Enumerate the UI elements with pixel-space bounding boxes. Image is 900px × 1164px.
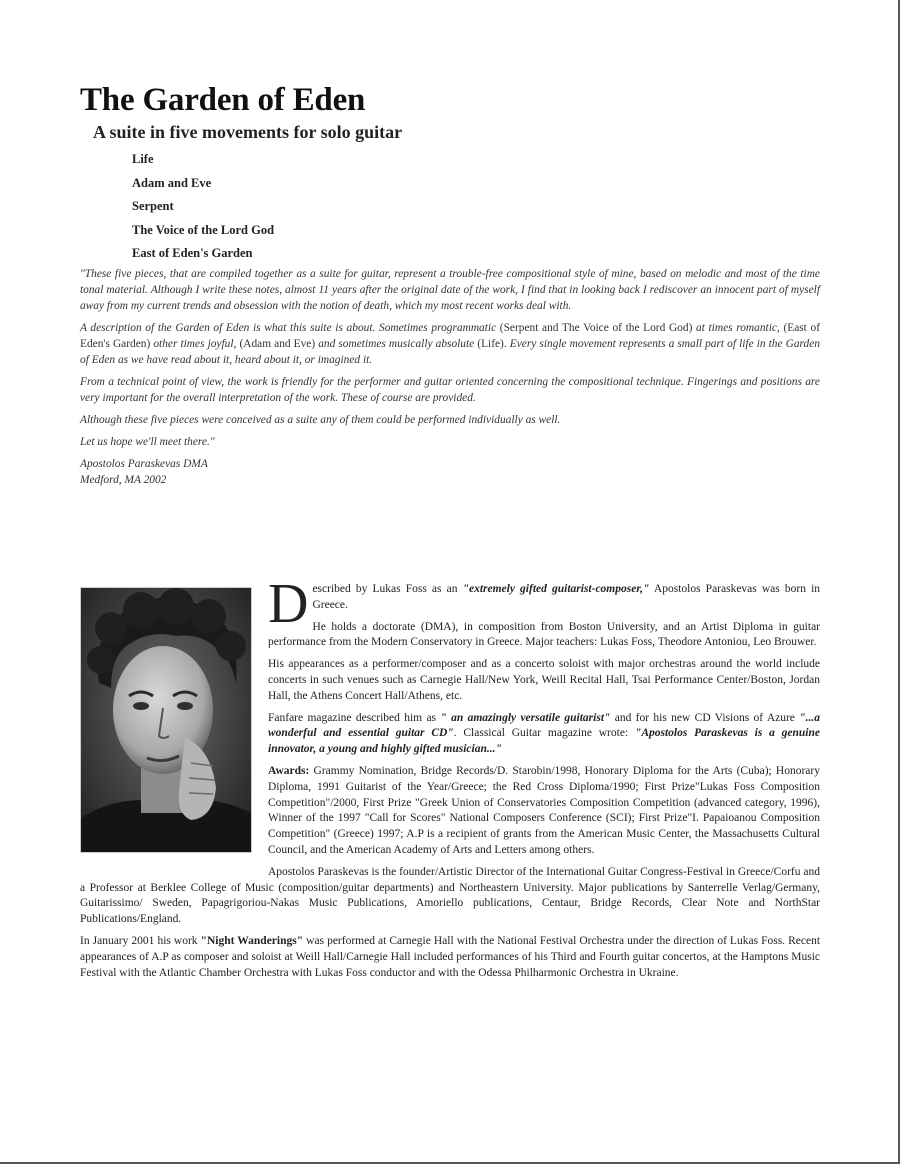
composer-notes bbox=[80, 266, 820, 488]
page-subtitle: A suite in five movements for solo guitar bbox=[93, 122, 403, 142]
movement-list bbox=[132, 150, 274, 268]
awards-label: Awards: bbox=[268, 764, 310, 777]
signature-place: Medford, MA 2002 bbox=[80, 474, 167, 486]
bio-paragraph: His appearances as a performer/composer and as a concerto soloist with major orchestras around the world include concerts in such venues such as Carnegie Hall/New York, Weill Recital Hall, Tsai Performance Center/Boston, Jordan Hall, the Athens Concert Hall/Athens, etc. bbox=[268, 658, 820, 702]
drop-cap: D bbox=[268, 573, 309, 635]
notes-text: at times romantic, bbox=[692, 322, 784, 334]
notes-text: A description of the Garden of Eden is what this suite is about. Sometimes programmatic bbox=[80, 322, 500, 334]
notes-paragraph: Although these five pieces were conceived as a suite any of them could be performed individually as well. bbox=[80, 414, 561, 426]
bio-quote: " an amazingly versatile guitarist" bbox=[440, 711, 611, 724]
notes-text: (Serpent and The Voice of the Lord God) bbox=[499, 322, 693, 334]
bio-quote: "extremely gifted guitarist-composer," bbox=[462, 583, 650, 595]
bio-text: Apostolos Paraskevas was born in Greece. bbox=[312, 583, 821, 611]
notes-text: Every single movement represents a small part of life in the Garden of Eden as we have read about it, heard about it, or imagined it. bbox=[80, 338, 820, 366]
notes-paragraph: Let us hope we'll meet there." bbox=[80, 436, 215, 448]
movement-item: Life bbox=[132, 152, 154, 166]
notes-text: (Life). bbox=[477, 338, 507, 350]
movement-item: East of Eden's Garden bbox=[132, 246, 253, 260]
signature-name: Apostolos Paraskevas DMA bbox=[80, 458, 208, 470]
bio-paragraph: He holds a doctorate (DMA), in composition from Boston University, and an Artist Diploma in guitar performance from the Modern Conservatory in Greece. Major teachers: Lukas Foss, Theodore Antoniou, Leo Brouwer. bbox=[268, 620, 820, 649]
notes-text: (Adam and Eve) bbox=[239, 338, 316, 350]
photo-spacer bbox=[80, 582, 268, 876]
bio-text: escribed by Lukas Foss as an bbox=[312, 583, 463, 595]
notes-paragraph: From a technical point of view, the work is friendly for the performer and guitar oriented concerning the compositional technique. Fingerings and positions are very important for the overall interpretation of the work. These of course are provided. bbox=[80, 376, 820, 404]
page-title: The Garden of Eden bbox=[80, 82, 366, 118]
bio-text: was performed at Carnegie Hall with the National Festival Orchestra under the direction of Lukas Foss. Recent appearances of A.P as composer and soloist at Weill Hall/Carnegie Hall included performances of his Third and Fourth guitar concertos, at the Hamptons Music Festival with the Atlantic Chamber Orchestra with Lukas Foss conductor and with the Odessa Philharmonic Orchestra in Ukraine. bbox=[80, 934, 821, 979]
bio-quote: "Apostolos Paraskevas is a genuine innovator, a young and highly gifted musician..." bbox=[268, 727, 820, 756]
movement-item: Serpent bbox=[132, 199, 174, 213]
notes-text: other times joyful, bbox=[150, 338, 240, 350]
bio-text: . Classical Guitar magazine wrote: bbox=[453, 727, 635, 740]
bio-text: and for his new CD Visions of Azure bbox=[610, 711, 800, 724]
movement-item: The Voice of the Lord God bbox=[132, 222, 275, 237]
composer-biography bbox=[80, 573, 821, 987]
bio-text: In January 2001 his work bbox=[80, 934, 201, 947]
bio-paragraph bbox=[80, 934, 820, 981]
movement-item: Adam and Eve bbox=[132, 175, 212, 190]
work-title: "Night Wanderings" bbox=[200, 934, 304, 947]
notes-paragraph: "These five pieces, that are compiled together as a suite for guitar, represent a trouble-free compositional style of mine, based on melodic and most of the time tonal material. Although I write these notes, almost 11 years after the original date of the work, I find that in looking back I rediscover an innocent part of myself away from my current trends and obsession with the notion of death, which my most recent works deal with. bbox=[80, 268, 820, 312]
bio-text: Fanfare magazine described him as bbox=[268, 711, 441, 724]
bio-quote: "...a wonderful and essential guitar CD" bbox=[268, 711, 821, 740]
notes-paragraph bbox=[80, 320, 820, 368]
bio-text: Grammy Nomination, Bridge Records/D. Starobin/1998, Honorary Diploma for the Arts (Cuba); Honorary Diploma, 1991 Guitarist of the Year/Greece; the Red Cross Diploma/1990; First Prize"Lukas Foss Composition Competition"/2000, First Prize "Greek Union of Conservatories Composition Competition (advanced category, 1996), Winner of the 1997 "Call for Scores" National Composers Conference (SCI); First Prize"I. Papaioanou Composition Competition" (Greece) 1997; A.P is a recipient of grants from the American Music Center, the Massachusetts Cultural Council, and the American Academy of Arts and Letters among others. bbox=[268, 764, 820, 856]
bio-paragraph: Apostolos Paraskevas is the founder/Artistic Director of the International Guitar Congress-Festival in Greece/Corfu and a Professor at Berklee College of Music (composition/guitar departments) and Northeastern University. Major publications by Santerrelle Verlag/Germany, Guitarissimo/ Sweden, Papagrigoriou-Nakas Music Publications, Amoriello publications, Centaur, Bridge Records, Clear Note and NorthStar Publications/England. bbox=[80, 865, 820, 926]
notes-text: and sometimes musically absolute bbox=[315, 338, 478, 350]
notes-text: (East of Eden's Garden) bbox=[80, 322, 820, 350]
